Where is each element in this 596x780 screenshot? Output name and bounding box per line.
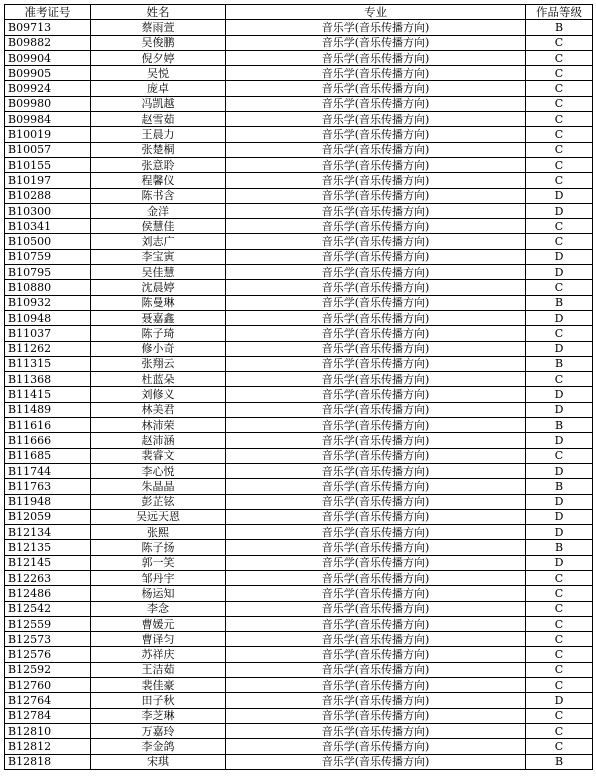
table-row [5,555,593,570]
table-row [5,20,593,35]
major-cell: 音乐学(音乐传播方向) [226,463,526,478]
student-name-cell: 吴悦 [91,66,226,81]
student-name-cell: 王晨力 [91,127,226,142]
grade-cell: C [526,81,593,96]
major-cell: 音乐学(音乐传播方向) [226,341,526,356]
major-cell: 音乐学(音乐传播方向) [226,112,526,127]
student-name-cell: 修小奇 [91,341,226,356]
major-cell: 音乐学(音乐传播方向) [226,693,526,708]
exam-id-cell: B12784 [5,708,91,723]
major-cell: 音乐学(音乐传播方向) [226,249,526,264]
grade-cell: C [526,723,593,738]
major-cell: 音乐学(音乐传播方向) [226,723,526,738]
table-row [5,249,593,264]
exam-id-cell: B10500 [5,234,91,249]
table-row [5,616,593,631]
student-name-cell: 程馨仪 [91,173,226,188]
exam-id-cell: B12559 [5,616,91,631]
student-name-cell: 李金鸽 [91,739,226,754]
major-cell: 音乐学(音乐传播方向) [226,433,526,448]
table-row [5,402,593,417]
table-row [5,448,593,463]
major-cell: 音乐学(音乐传播方向) [226,540,526,555]
table-row [5,525,593,540]
major-cell: 音乐学(音乐传播方向) [226,616,526,631]
student-name-cell: 王洁茹 [91,662,226,677]
student-name-cell: 陈曼琳 [91,295,226,310]
major-cell: 音乐学(音乐传播方向) [226,157,526,172]
grade-cell: C [526,173,593,188]
grade-cell: D [526,310,593,325]
exam-id-cell: B12134 [5,525,91,540]
major-cell: 音乐学(音乐传播方向) [226,555,526,570]
table-row [5,96,593,111]
grade-cell: C [526,570,593,585]
major-cell: 音乐学(音乐传播方向) [226,50,526,65]
table-row [5,127,593,142]
grade-cell: C [526,66,593,81]
table-body [5,20,593,770]
table-row [5,463,593,478]
major-cell: 音乐学(音乐传播方向) [226,739,526,754]
student-name-cell: 苏祥庆 [91,647,226,662]
exam-id-cell: B10880 [5,280,91,295]
grade-cell: D [526,387,593,402]
exam-id-cell: B10341 [5,219,91,234]
student-name-cell: 邹丹宇 [91,570,226,585]
grade-cell: D [526,525,593,540]
student-name-cell: 陈子琦 [91,326,226,341]
student-name-cell: 林沛荣 [91,418,226,433]
table-row [5,341,593,356]
major-cell: 音乐学(音乐传播方向) [226,203,526,218]
table-row [5,509,593,524]
grade-cell: D [526,555,593,570]
grade-cell: B [526,540,593,555]
student-name-cell: 林美君 [91,402,226,417]
student-name-cell: 万嘉玲 [91,723,226,738]
table-row [5,35,593,50]
exam-id-cell: B11489 [5,402,91,417]
student-name-cell: 杨运知 [91,586,226,601]
exam-id-cell: B11666 [5,433,91,448]
grade-cell: C [526,96,593,111]
student-name-cell: 李芝琳 [91,708,226,723]
student-name-cell: 张意聆 [91,157,226,172]
major-cell: 音乐学(音乐传播方向) [226,708,526,723]
major-cell: 音乐学(音乐传播方向) [226,265,526,280]
student-name-cell: 陈书含 [91,188,226,203]
exam-id-cell: B11415 [5,387,91,402]
student-name-cell: 金洋 [91,203,226,218]
table-row [5,647,593,662]
table-row [5,372,593,387]
student-name-cell: 陈子扬 [91,540,226,555]
grade-cell: B [526,479,593,494]
grade-cell: C [526,50,593,65]
exam-id-cell: B12542 [5,601,91,616]
exam-id-cell: B12135 [5,540,91,555]
exam-id-cell: B12263 [5,570,91,585]
student-name-cell: 裴睿文 [91,448,226,463]
student-name-cell: 李念 [91,601,226,616]
major-cell: 音乐学(音乐传播方向) [226,662,526,677]
major-cell: 音乐学(音乐传播方向) [226,173,526,188]
exam-id-cell: B11744 [5,463,91,478]
exam-id-cell: B12818 [5,754,91,769]
grade-cell: B [526,295,593,310]
grade-cell: D [526,188,593,203]
grade-cell: D [526,402,593,417]
table-row [5,203,593,218]
table-row [5,66,593,81]
student-name-cell: 聂嘉鑫 [91,310,226,325]
major-cell: 音乐学(音乐传播方向) [226,754,526,769]
grade-cell: D [526,249,593,264]
major-cell: 音乐学(音乐传播方向) [226,295,526,310]
grade-cell: C [526,234,593,249]
exam-id-cell: B11685 [5,448,91,463]
exam-id-cell: B11037 [5,326,91,341]
exam-id-cell: B12059 [5,509,91,524]
exam-id-cell: B11315 [5,356,91,371]
exam-id-cell: B12573 [5,632,91,647]
table-row [5,50,593,65]
major-cell: 音乐学(音乐传播方向) [226,632,526,647]
table-header-row [5,5,593,20]
student-name-cell: 赵沛涵 [91,433,226,448]
grade-cell: C [526,35,593,50]
grade-cell: C [526,112,593,127]
major-cell: 音乐学(音乐传播方向) [226,96,526,111]
major-cell: 音乐学(音乐传播方向) [226,81,526,96]
grade-cell: D [526,203,593,218]
student-name-cell: 赵雪茹 [91,112,226,127]
student-name-cell: 蔡雨萱 [91,20,226,35]
table-row [5,234,593,249]
student-name-cell: 刘志广 [91,234,226,249]
header-major: 专业 [226,5,526,20]
major-cell: 音乐学(音乐传播方向) [226,525,526,540]
grade-cell: C [526,157,593,172]
exam-id-cell: B11948 [5,494,91,509]
exam-id-cell: B09882 [5,35,91,50]
grade-cell: C [526,632,593,647]
student-name-cell: 裴佳豪 [91,678,226,693]
student-name-cell: 曹媛元 [91,616,226,631]
table-row [5,540,593,555]
student-name-cell: 侯慧佳 [91,219,226,234]
grade-cell: C [526,127,593,142]
grade-cell: C [526,647,593,662]
student-name-cell: 冯凯越 [91,96,226,111]
exam-id-cell: B10932 [5,295,91,310]
major-cell: 音乐学(音乐传播方向) [226,188,526,203]
major-cell: 音乐学(音乐传播方向) [226,356,526,371]
student-name-cell: 沈晨婷 [91,280,226,295]
table-row [5,280,593,295]
student-name-cell: 倪夕婷 [91,50,226,65]
exam-id-cell: B12764 [5,693,91,708]
major-cell: 音乐学(音乐传播方向) [226,387,526,402]
student-name-cell: 吴俊鹏 [91,35,226,50]
student-name-cell: 张翔云 [91,356,226,371]
major-cell: 音乐学(音乐传播方向) [226,402,526,417]
major-cell: 音乐学(音乐传播方向) [226,127,526,142]
grade-cell: C [526,708,593,723]
student-name-cell: 李宝寅 [91,249,226,264]
grade-cell: D [526,433,593,448]
table-row [5,219,593,234]
table-row [5,601,593,616]
major-cell: 音乐学(音乐传播方向) [226,35,526,50]
table-row [5,739,593,754]
student-name-cell: 宋琪 [91,754,226,769]
major-cell: 音乐学(音乐传播方向) [226,494,526,509]
exam-id-cell: B10300 [5,203,91,218]
grade-cell: C [526,142,593,157]
student-name-cell: 曹译匀 [91,632,226,647]
student-name-cell: 朱晶晶 [91,479,226,494]
student-name-cell: 彭芷铉 [91,494,226,509]
table-row [5,157,593,172]
exam-id-cell: B12145 [5,555,91,570]
table-row [5,754,593,769]
exam-id-cell: B09905 [5,66,91,81]
table-row [5,586,593,601]
exam-id-cell: B10019 [5,127,91,142]
grade-cell: D [526,463,593,478]
table-row [5,142,593,157]
exam-id-cell: B11368 [5,372,91,387]
exam-id-cell: B11763 [5,479,91,494]
grade-cell: B [526,356,593,371]
major-cell: 音乐学(音乐传播方向) [226,20,526,35]
exam-id-cell: B10155 [5,157,91,172]
table-row [5,693,593,708]
major-cell: 音乐学(音乐传播方向) [226,234,526,249]
table-row [5,418,593,433]
table-row [5,356,593,371]
major-cell: 音乐学(音乐传播方向) [226,601,526,616]
exam-id-cell: B09904 [5,50,91,65]
student-name-cell: 郭一笑 [91,555,226,570]
student-name-cell: 李心悦 [91,463,226,478]
major-cell: 音乐学(音乐传播方向) [226,586,526,601]
table-row [5,188,593,203]
table-row [5,662,593,677]
exam-id-cell: B10795 [5,265,91,280]
table-row [5,387,593,402]
results-table [4,4,593,770]
grade-cell: D [526,693,593,708]
table-row [5,723,593,738]
exam-id-cell: B12760 [5,678,91,693]
grade-cell: C [526,280,593,295]
table-row [5,173,593,188]
exam-id-cell: B09980 [5,96,91,111]
exam-id-cell: B09924 [5,81,91,96]
header-grade: 作品等级 [526,5,593,20]
grade-cell: B [526,20,593,35]
table-row [5,632,593,647]
exam-id-cell: B12576 [5,647,91,662]
major-cell: 音乐学(音乐传播方向) [226,509,526,524]
student-name-cell: 田子秋 [91,693,226,708]
exam-id-cell: B10288 [5,188,91,203]
table-row [5,112,593,127]
table-row [5,494,593,509]
major-cell: 音乐学(音乐传播方向) [226,280,526,295]
table-row [5,326,593,341]
grade-cell: C [526,372,593,387]
exam-id-cell: B11616 [5,418,91,433]
exam-id-cell: B10948 [5,310,91,325]
exam-id-cell: B09713 [5,20,91,35]
student-name-cell: 庞卓 [91,81,226,96]
exam-id-cell: B10759 [5,249,91,264]
table-row [5,708,593,723]
grade-cell: D [526,494,593,509]
table-row [5,295,593,310]
exam-id-cell: B12812 [5,739,91,754]
exam-id-cell: B10057 [5,142,91,157]
student-name-cell: 吴佳慧 [91,265,226,280]
grade-cell: D [526,341,593,356]
major-cell: 音乐学(音乐传播方向) [226,448,526,463]
exam-id-cell: B09984 [5,112,91,127]
grade-cell: C [526,678,593,693]
exam-id-cell: B10197 [5,173,91,188]
table-row [5,570,593,585]
major-cell: 音乐学(音乐传播方向) [226,570,526,585]
grade-cell: C [526,662,593,677]
table-row [5,310,593,325]
major-cell: 音乐学(音乐传播方向) [226,678,526,693]
student-name-cell: 刘修义 [91,387,226,402]
exam-id-cell: B11262 [5,341,91,356]
header-name: 姓名 [91,5,226,20]
exam-id-cell: B12592 [5,662,91,677]
major-cell: 音乐学(音乐传播方向) [226,418,526,433]
major-cell: 音乐学(音乐传播方向) [226,326,526,341]
student-name-cell: 吴远天恩 [91,509,226,524]
grade-cell: C [526,448,593,463]
grade-cell: C [526,739,593,754]
major-cell: 音乐学(音乐传播方向) [226,219,526,234]
major-cell: 音乐学(音乐传播方向) [226,66,526,81]
grade-cell: C [526,586,593,601]
header-exam-id: 准考证号 [5,5,91,20]
grade-cell: C [526,219,593,234]
exam-id-cell: B12486 [5,586,91,601]
exam-id-cell: B12810 [5,723,91,738]
student-name-cell: 张熙 [91,525,226,540]
table-row [5,265,593,280]
grade-cell: C [526,616,593,631]
table-row [5,81,593,96]
grade-cell: D [526,509,593,524]
major-cell: 音乐学(音乐传播方向) [226,142,526,157]
major-cell: 音乐学(音乐传播方向) [226,479,526,494]
table-row [5,678,593,693]
table-row [5,479,593,494]
grade-cell: B [526,418,593,433]
grade-cell: C [526,326,593,341]
grade-cell: C [526,601,593,616]
table-row [5,433,593,448]
major-cell: 音乐学(音乐传播方向) [226,647,526,662]
major-cell: 音乐学(音乐传播方向) [226,372,526,387]
student-name-cell: 张楚桐 [91,142,226,157]
major-cell: 音乐学(音乐传播方向) [226,310,526,325]
grade-cell: B [526,754,593,769]
grade-cell: D [526,265,593,280]
student-name-cell: 杜蓝朵 [91,372,226,387]
